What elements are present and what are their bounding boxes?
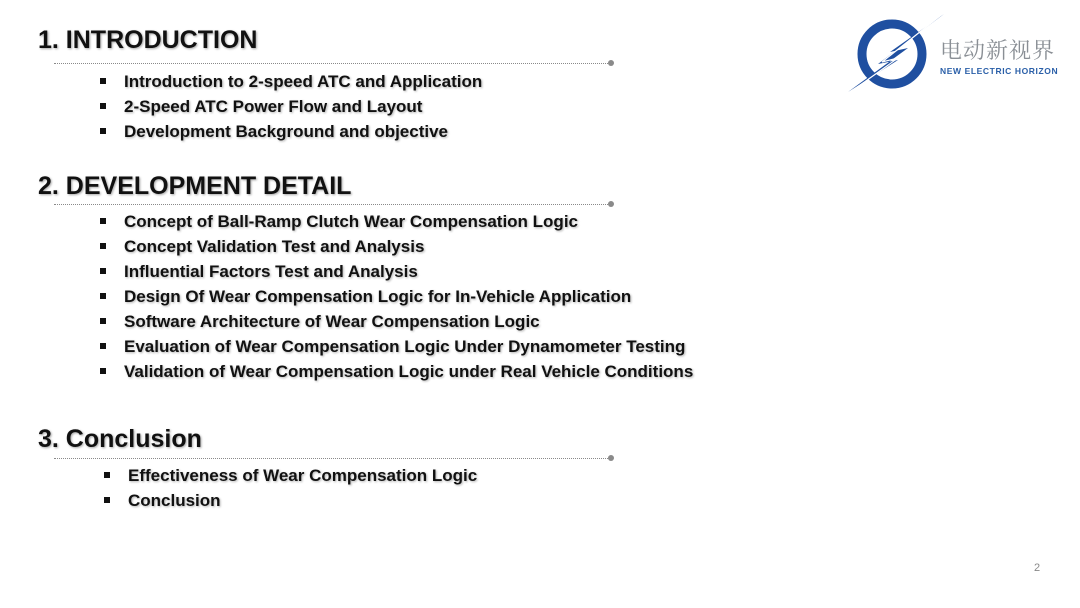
list-item: Concept of Ball-Ramp Clutch Wear Compensation Logic <box>100 209 693 234</box>
logo-text-chinese: 电动新视界 <box>940 39 1056 64</box>
list-item: Evaluation of Wear Compensation Logic Under Dynamometer Testing <box>100 334 693 359</box>
divider-end-dot <box>608 60 614 66</box>
square-bullet-icon <box>100 293 106 299</box>
page-number: 2 <box>1034 562 1041 574</box>
section-introduction <box>38 26 483 141</box>
square-bullet-icon <box>104 472 110 478</box>
list-item: Influential Factors Test and Analysis <box>100 259 693 284</box>
square-bullet-icon <box>100 318 106 324</box>
section-item-list <box>100 69 482 144</box>
section-title: 2. DEVELOPMENT DETAIL <box>38 172 352 200</box>
section-title: 3. Conclusion <box>38 425 202 453</box>
square-bullet-icon <box>100 218 106 224</box>
section-item-list <box>100 209 693 384</box>
section-divider <box>54 204 610 205</box>
divider-end-dot <box>608 201 614 207</box>
list-item: Concept Validation Test and Analysis <box>100 234 693 259</box>
square-bullet-icon <box>100 128 106 134</box>
list-item: Software Architecture of Wear Compensation Logic <box>100 309 693 334</box>
list-item: 2-Speed ATC Power Flow and Layout <box>100 94 482 119</box>
square-bullet-icon <box>100 78 106 84</box>
section-item-list <box>104 463 477 513</box>
list-item: Effectiveness of Wear Compensation Logic <box>104 463 477 488</box>
list-item: Design Of Wear Compensation Logic for In-Vehicle Application <box>100 284 693 309</box>
square-bullet-icon <box>100 368 106 374</box>
section-divider <box>54 458 610 459</box>
square-bullet-icon <box>100 268 106 274</box>
divider-end-dot <box>608 455 614 461</box>
lightning-logo-icon <box>848 12 944 94</box>
square-bullet-icon <box>104 497 110 503</box>
square-bullet-icon <box>100 103 106 109</box>
square-bullet-icon <box>100 343 106 349</box>
list-item: Introduction to 2-speed ATC and Application <box>100 69 482 94</box>
section-divider <box>54 63 610 64</box>
logo-text-english: NEW ELECTRIC HORIZON <box>940 66 1059 76</box>
list-item: Development Background and objective <box>100 119 482 144</box>
section-title: 1. INTRODUCTION <box>38 26 258 54</box>
brand-logo <box>848 12 1068 94</box>
list-item: Validation of Wear Compensation Logic under Real Vehicle Conditions <box>100 359 693 384</box>
list-item: Conclusion <box>104 488 477 513</box>
square-bullet-icon <box>100 243 106 249</box>
section-development-detail <box>38 172 694 381</box>
section-conclusion <box>38 425 478 510</box>
